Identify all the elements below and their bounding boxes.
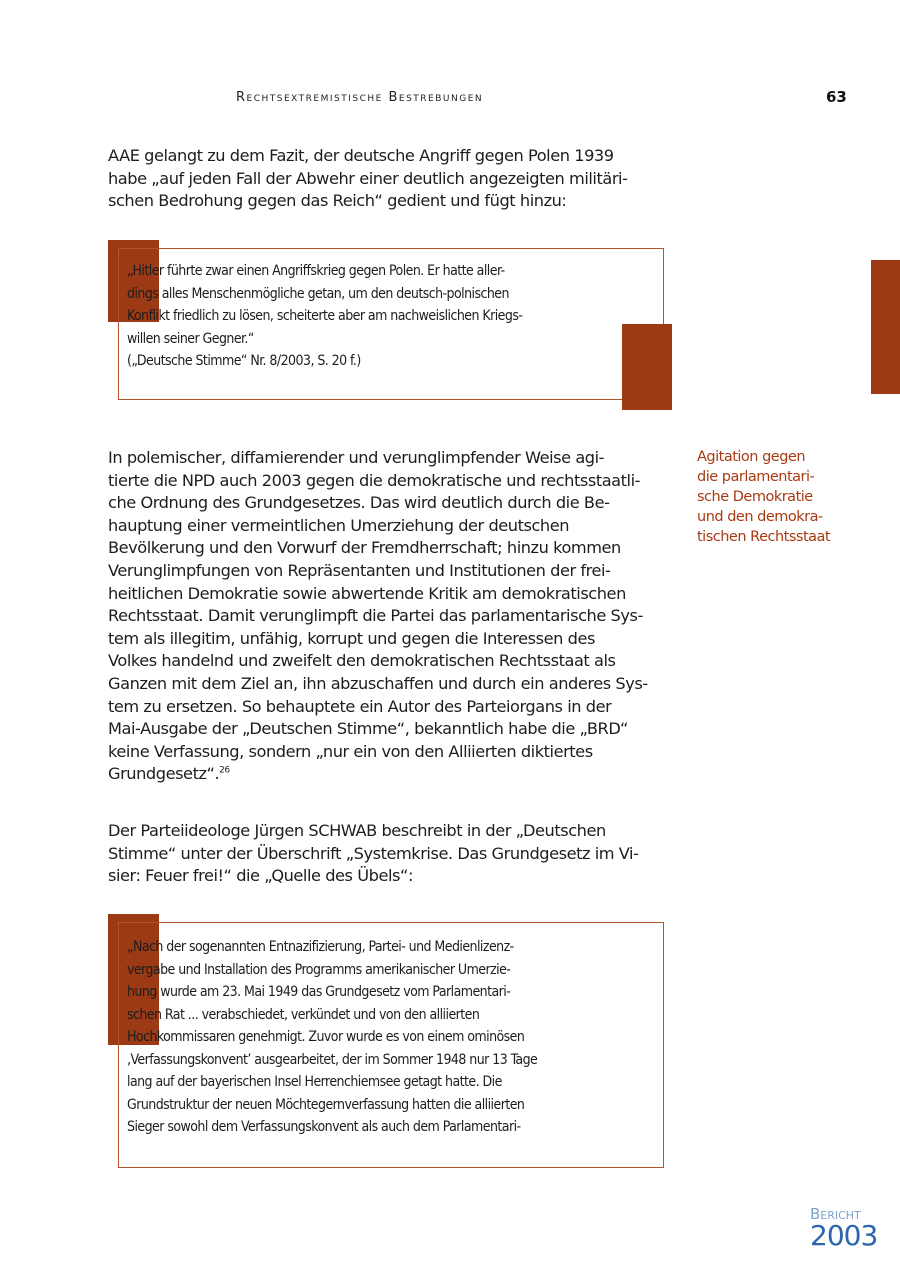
text-line: In polemischer, diffamierender und verunglimpfender Weise agi- <box>108 448 605 467</box>
report-logo-year: 2003 <box>810 1219 878 1252</box>
quote-text-second <box>127 936 657 1139</box>
text-line: Verunglimpfungen von Repräsentanten und Institutionen der frei- <box>108 560 611 580</box>
margin-note-line: tischen Rechtsstaat <box>697 529 831 545</box>
text-line: Der Parteiideologe Jürgen SCHWAB beschreibt in der „Deutschen <box>108 821 606 840</box>
quote-line: lang auf der bayerischen Insel Herrenchiemsee getagt hatte. Die <box>127 1074 502 1090</box>
margin-note-line: sche Demokratie <box>697 489 813 505</box>
quote-line: Hochkommissaren genehmigt. Zuvor wurde es von einem ominösen <box>127 1029 525 1045</box>
running-title: Rechtsextremistische Bestrebungen <box>236 90 484 105</box>
schwab-paragraph <box>108 820 668 888</box>
text-line: keine Verfassung, sondern „nur ein von den Alliierten diktiertes <box>108 741 593 761</box>
text-line <box>108 763 668 786</box>
quote-text-first <box>127 260 657 373</box>
page-number: 63 <box>826 88 847 106</box>
quote-line: „Hitler führte zwar einen Angriffskrieg gegen Polen. Er hatte aller- <box>127 263 505 279</box>
text-line: sier: Feuer frei!“ die „Quelle des Übels“: <box>108 866 413 886</box>
text-line: che Ordnung des Grundgesetzes. Das wird deutlich durch die Be- <box>108 493 610 513</box>
intro-paragraph <box>108 145 668 213</box>
report-logo <box>810 1206 890 1250</box>
text-line: AAE gelangt zu dem Fazit, der deutsche Angriff gegen Polen 1939 <box>108 146 614 165</box>
margin-note-line: und den demokra- <box>697 509 823 525</box>
text-line: schen Bedrohung gegen das Reich“ gedient und fügt hinzu: <box>108 191 567 211</box>
quote-line: schen Rat ... verabschiedet, verkündet und von den alliierten <box>127 1006 480 1023</box>
chapter-tab-marker <box>871 260 900 394</box>
text-line: Bevölkerung und den Vorwurf der Fremdherrschaft; hinzu kommen <box>108 538 621 558</box>
text-line: Ganzen mit dem Ziel an, ihn abzuschaffen und durch ein anderes Sys- <box>108 673 648 693</box>
quote-line: vergabe und Installation des Programms amerikanischer Umerzie- <box>127 961 511 978</box>
text-line: Rechtsstaat. Damit verunglimpft die Partei das parlamentarische Sys- <box>108 606 643 626</box>
report-logo-word: Bericht <box>810 1205 861 1223</box>
quote-line: willen seiner Gegner.“ <box>127 330 254 347</box>
footnote-reference[interactable]: 26 <box>219 765 230 776</box>
text-line: Volkes handelnd und zweifelt den demokratischen Rechtsstaat als <box>108 651 616 671</box>
text-line: tem als illegitim, unfähig, korrupt und gegen die Interessen des <box>108 628 595 648</box>
quote-line: Konflikt friedlich zu lösen, scheiterte aber am nachweislichen Kriegs- <box>127 308 523 324</box>
text-line: hauptung einer vermeintlichen Umerziehung der deutschen <box>108 515 570 535</box>
text-line: Stimme“ unter der Überschrift „Systemkrise. Das Grundgesetz im Vi- <box>108 843 639 863</box>
quote-line: „Nach der sogenannten Entnazifizierung, Partei- und Medienlizenz- <box>127 939 514 955</box>
text-line: heitlichen Demokratie sowie abwertende Kritik am demokratischen <box>108 583 626 603</box>
quote-line: ‚Verfassungskonvent’ ausgearbeitet, der im Sommer 1948 nur 13 Tage <box>127 1051 538 1068</box>
main-paragraph <box>108 447 668 786</box>
margin-note <box>697 447 867 547</box>
quote-source: („Deutsche Stimme“ Nr. 8/2003, S. 20 f.) <box>127 353 361 369</box>
margin-note-line: Agitation gegen <box>697 449 806 465</box>
margin-note-line: die parlamentari- <box>697 469 815 485</box>
quote-line: hung wurde am 23. Mai 1949 das Grundgesetz vom Parlamentari- <box>127 984 511 1000</box>
quote-line: Sieger sowohl dem Verfassungskonvent als auch dem Parlamentari- <box>127 1119 521 1135</box>
quote-line: dings alles Menschenmögliche getan, um den deutsch-polnischen <box>127 285 509 302</box>
text-line: Mai-Ausgabe der „Deutschen Stimme“, bekanntlich habe die „BRD“ <box>108 719 628 739</box>
quote-line: Grundstruktur der neuen Möchtegernverfassung hatten die alliierten <box>127 1096 525 1113</box>
text-line-end: Grundgesetz“. <box>108 764 220 784</box>
text-line: tem zu ersetzen. So behauptete ein Autor des Parteiorgans in der <box>108 696 612 716</box>
text-line: habe „auf jeden Fall der Abwehr einer deutlich angezeigten militäri- <box>108 168 628 188</box>
text-line: tierte die NPD auch 2003 gegen die demokratische und rechtsstaatli- <box>108 470 641 490</box>
